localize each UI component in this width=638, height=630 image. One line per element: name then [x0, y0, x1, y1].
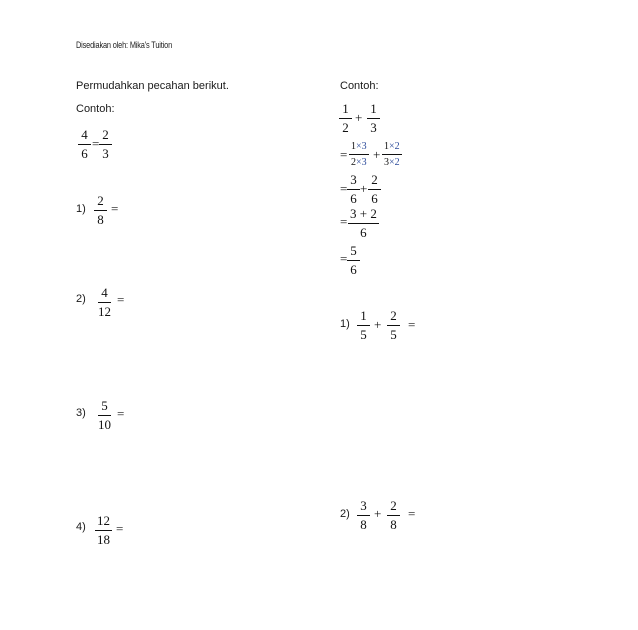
- denominator: 8: [360, 517, 367, 532]
- numerator: 12: [95, 513, 112, 531]
- denominator: 18: [97, 532, 110, 547]
- number: 1: [351, 141, 356, 152]
- question-label: 3): [76, 407, 86, 419]
- times-sign: ×: [356, 141, 362, 152]
- question-fraction: [95, 513, 112, 548]
- number: 3: [384, 157, 389, 168]
- numerator: 2: [99, 127, 112, 145]
- numerator: 3: [357, 498, 370, 516]
- numerator: 1: [367, 101, 380, 119]
- fraction: [357, 498, 370, 533]
- denominator: 8: [390, 517, 397, 532]
- plus-sign: +: [373, 147, 381, 162]
- denominator: 10: [98, 417, 111, 432]
- multiplier: 2: [394, 157, 400, 168]
- multiplier: 3: [361, 141, 367, 152]
- equals-sign: =: [111, 201, 119, 216]
- question-fraction: [94, 193, 107, 228]
- plus-sign: +: [355, 110, 363, 125]
- equals-sign: =: [340, 214, 348, 229]
- numerator: 4: [98, 285, 111, 303]
- numerator: 5: [98, 398, 111, 416]
- denominator: 6: [350, 191, 357, 206]
- numerator: 2: [368, 172, 381, 190]
- denominator: 6: [371, 191, 378, 206]
- fraction: [387, 308, 400, 343]
- fraction: [382, 140, 402, 169]
- multiplier: 2: [394, 141, 400, 152]
- numerator: 5: [347, 243, 360, 261]
- denominator: 5: [360, 327, 367, 342]
- question-label: 4): [76, 521, 86, 533]
- numerator: 1: [357, 308, 370, 326]
- fraction: [357, 308, 370, 343]
- fraction: [367, 101, 380, 136]
- example-fraction-2: [99, 127, 112, 162]
- question-label: 2): [340, 508, 350, 520]
- question-label: 1): [76, 203, 86, 215]
- question-label: 1): [340, 318, 350, 330]
- plus-sign: +: [360, 181, 368, 196]
- times-sign: ×: [389, 141, 395, 152]
- times-sign: ×: [389, 157, 395, 168]
- equals-sign: =: [408, 317, 416, 332]
- numerator: 3: [347, 172, 360, 190]
- question-label: 2): [76, 293, 86, 305]
- denominator: 2: [342, 120, 349, 135]
- numerator: 1: [339, 101, 352, 119]
- instruction-text: Permudahkan pecahan berikut.: [76, 80, 229, 92]
- fraction: [347, 172, 360, 207]
- multiplier: 3: [361, 157, 367, 168]
- fraction: [347, 243, 360, 278]
- equals-sign: =: [116, 521, 124, 536]
- denominator: 6: [350, 262, 357, 277]
- numerator: 3 + 2: [348, 206, 379, 224]
- equals-sign: =: [92, 136, 100, 151]
- page-header: Disediakan oleh: Mika's Tuition: [76, 40, 173, 50]
- equals-sign: =: [340, 251, 348, 266]
- equals-sign: =: [408, 506, 416, 521]
- number: 1: [384, 141, 389, 152]
- number: 2: [351, 157, 356, 168]
- equals-sign: =: [117, 406, 125, 421]
- example-fraction-1: [78, 127, 91, 162]
- fraction: [387, 498, 400, 533]
- fraction: [348, 206, 379, 241]
- plus-sign: +: [374, 317, 382, 332]
- question-fraction: [96, 398, 113, 433]
- equals-sign: =: [117, 292, 125, 307]
- denominator: 6: [81, 146, 88, 161]
- denominator: 5: [390, 327, 397, 342]
- denominator: 3: [102, 146, 109, 161]
- fraction: [339, 101, 352, 136]
- left-example-label: Contoh:: [76, 103, 115, 115]
- fraction: [349, 140, 369, 169]
- denominator: 6: [360, 225, 367, 240]
- numerator: 2: [387, 308, 400, 326]
- denominator: 3: [370, 120, 377, 135]
- times-sign: ×: [356, 157, 362, 168]
- numerator: 4: [78, 127, 91, 145]
- question-fraction: [96, 285, 113, 320]
- fraction: [368, 172, 381, 207]
- equals-sign: =: [340, 181, 348, 196]
- numerator: 2: [94, 193, 107, 211]
- denominator: 12: [98, 304, 111, 319]
- denominator: 8: [97, 212, 104, 227]
- equals-sign: =: [340, 147, 348, 162]
- numerator: 2: [387, 498, 400, 516]
- right-example-label: Contoh:: [340, 80, 379, 92]
- plus-sign: +: [374, 506, 382, 521]
